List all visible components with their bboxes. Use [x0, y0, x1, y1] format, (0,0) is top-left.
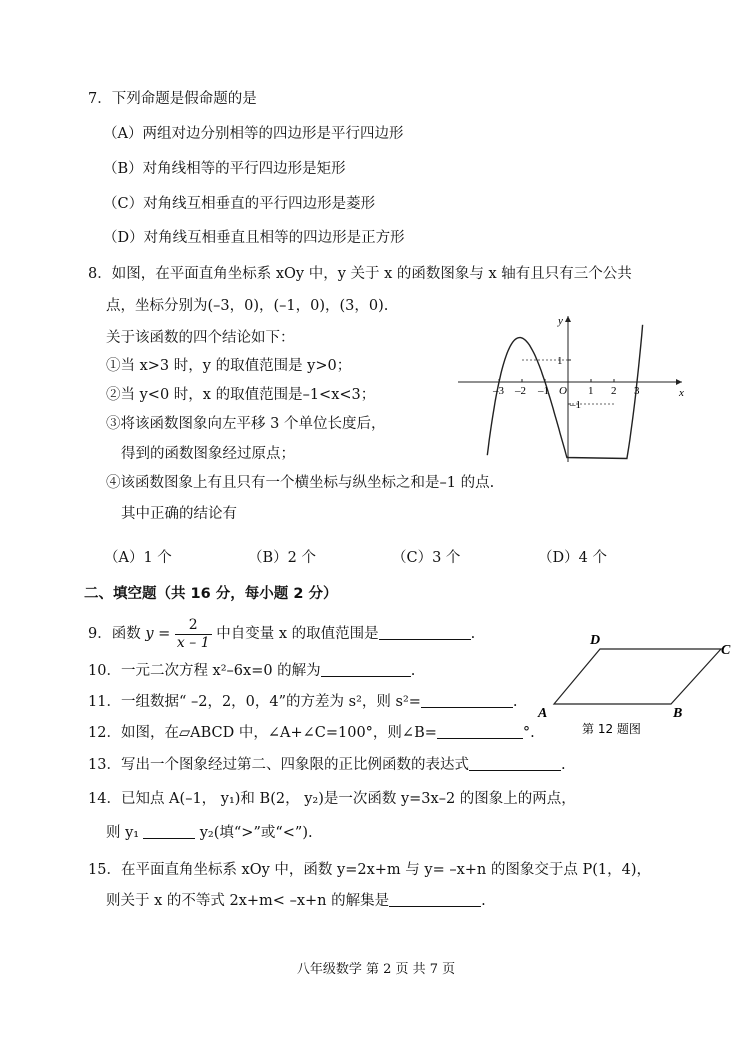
- q13-end: .: [560, 757, 566, 773]
- ytick-neg1: –1: [570, 399, 581, 411]
- q8-conclusion-3b: 得到的函数图象经过原点；: [121, 446, 295, 462]
- q10: [88, 661, 415, 681]
- xtick-neg2: –2: [515, 385, 526, 397]
- q8-conclusion-4: ④该函数图象上有且只有一个横坐标与纵坐标之和是–1 的点.: [106, 475, 495, 491]
- q9-answer-blank[interactable]: [379, 624, 471, 640]
- q11-text: 11．一组数据“ –2，2，0，4”的方差为 s²，则 s²=: [88, 694, 421, 710]
- q11-end: .: [512, 694, 518, 710]
- q8-conclusion-2: ②当 y<0 时，x 的取值范围是–1<x<3；: [106, 387, 376, 403]
- q15-end: .: [481, 893, 486, 909]
- vertex-b: B: [673, 706, 683, 721]
- q9-fraction: [175, 617, 212, 652]
- q10-end: .: [410, 663, 416, 679]
- q15-text: 则关于 x 的不等式 2x+m< –x+n 的解集是: [106, 893, 390, 909]
- fig12-parallelogram: [530, 628, 740, 740]
- xtick-2: 2: [611, 385, 617, 397]
- page-footer: 八年级数学 第 2 页 共 7 页: [296, 962, 456, 977]
- q9-denominator: x – 1: [176, 634, 210, 651]
- xtick-neg1: –1: [538, 385, 549, 397]
- q7-option-c: （C）对角线互相垂直的平行四边形是菱形: [103, 196, 376, 212]
- q11-answer-blank[interactable]: [421, 692, 513, 708]
- q8-choice-a: （A）1 个: [104, 550, 172, 566]
- q12-text: 12．如图，在▱ABCD 中，∠A+∠C=100°，则∠B=: [88, 725, 437, 741]
- q14-line2: [106, 823, 313, 843]
- q15-answer-blank[interactable]: [389, 891, 481, 907]
- q9-suffix: 中自变量 x 的取值范围是: [216, 626, 379, 642]
- q8-conclusion-1: ①当 x>3 时，y 的取值范围是 y>0；: [106, 358, 352, 374]
- q12-answer-blank[interactable]: [437, 723, 523, 739]
- q10-answer-blank[interactable]: [321, 661, 411, 677]
- q7-option-a: （A）两组对边分别相等的四边形是平行四边形: [103, 126, 404, 142]
- q8-choice-b: （B）2 个: [248, 550, 316, 566]
- q9-prefix: 9．函数: [88, 626, 141, 642]
- q7-option-b: （B）对角线相等的平行四边形是矩形: [103, 161, 346, 177]
- q7-stem: 7．下列命题是假命题的是: [88, 91, 257, 107]
- q14-suffix: y₂(填“>”或“<”).: [195, 825, 313, 841]
- q9-numerator: 2: [175, 617, 212, 635]
- section-2-heading: 二、填空题（共 16 分，每小题 2 分）: [84, 586, 338, 602]
- q8-ask: 其中正确的结论有: [121, 506, 237, 522]
- q15-line2: [106, 891, 486, 911]
- q7-option-d: （D）对角线互相垂直且相等的四边形是正方形: [103, 230, 405, 246]
- q11: [88, 692, 518, 712]
- q8-stem-line1: 8．如图，在平面直角坐标系 xOy 中，y 关于 x 的函数图象与 x 轴有且只有三个公共: [88, 266, 632, 282]
- q8-choices: [0, 546, 752, 568]
- y-axis-label: y: [558, 315, 563, 327]
- q12-end: °.: [522, 725, 535, 741]
- q9: [88, 614, 475, 654]
- q14-line1: 14．已知点 A(–1， y₁)和 B(2， y₂)是一次函数 y=3x–2 的图象上的两点，: [88, 791, 576, 807]
- xtick-1: 1: [588, 385, 594, 397]
- q13-answer-blank[interactable]: [469, 755, 561, 771]
- q14-answer-blank[interactable]: [143, 823, 195, 839]
- q13: [88, 755, 566, 775]
- q8-function-graph: [450, 310, 695, 465]
- q9-end: .: [470, 626, 476, 642]
- q8-choice-c: （C）3 个: [392, 550, 461, 566]
- q13-text: 13．写出一个图象经过第二、四象限的正比例函数的表达式: [88, 757, 469, 773]
- xtick-3: 3: [634, 385, 640, 397]
- parallelogram-abcd: [554, 649, 721, 704]
- q12: [88, 723, 535, 743]
- q14-prefix: 则 y₁: [106, 825, 140, 841]
- vertex-c: C: [721, 643, 731, 658]
- origin-label: O: [559, 385, 567, 397]
- fig12-caption: 第 12 题图: [582, 722, 641, 736]
- ytick-1: 1: [557, 355, 563, 367]
- q9-y-equals: y =: [145, 626, 171, 642]
- q8-conclusion-3a: ③将该函数图象向左平移 3 个单位长度后，: [106, 416, 386, 432]
- q8-intro: 关于该函数的四个结论如下：: [106, 330, 295, 346]
- q10-text: 10．一元二次方程 x²–6x=0 的解为: [88, 663, 321, 679]
- xtick-neg3: –3: [493, 385, 504, 397]
- q8-stem-line2: 点，坐标分别为(–3，0)，(–1，0)，(3，0).: [106, 298, 389, 314]
- q8-choice-d: （D）4 个: [538, 550, 607, 566]
- vertex-d: D: [590, 633, 601, 648]
- q15-line1: 15．在平面直角坐标系 xOy 中，函数 y=2x+m 与 y= –x+n 的图象交于点 P(1，4)，: [88, 862, 651, 878]
- vertex-a: A: [538, 706, 548, 721]
- x-axis-label: x: [679, 387, 684, 399]
